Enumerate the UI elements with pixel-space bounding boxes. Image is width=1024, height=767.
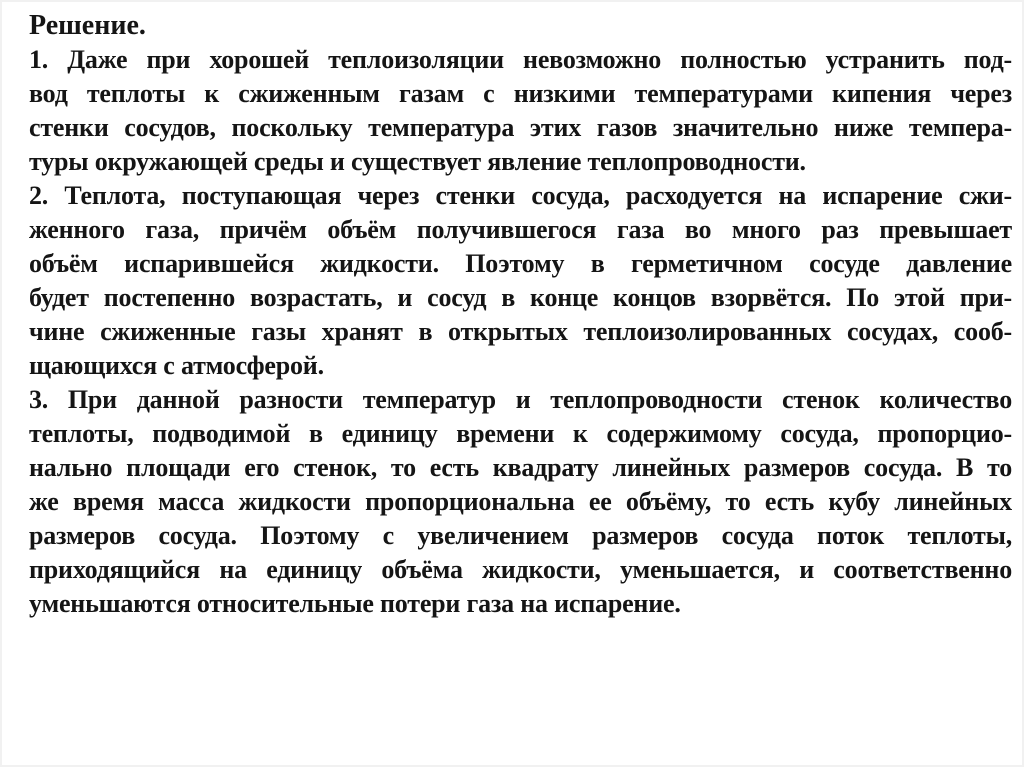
text-line: 2. Теплота, поступающая через стенки сосуда, расходуется на испарение сжи- [29,181,1012,210]
text-line: женного газа, причём объём получившегося газа во много раз превышает [29,215,1012,244]
solution-paragraph [29,43,1012,179]
text-line: туры окружающей среды и существует явление теплопроводности. [29,147,806,176]
text-line: приходящийся на единицу объёма жидкости, уменьшается, и соответственно [29,555,1012,584]
text-line: 1. Даже при хорошей теплоизоляции невозможно полностью устранить под- [29,45,1012,74]
solution-paragraphs [29,43,1012,621]
text-line: вод теплоты к сжиженным газам с низкими температурами кипения через [29,79,1012,108]
text-line: нально площади его стенок, то есть квадрату линейных размеров сосуда. В то [29,453,1012,482]
text-line: стенки сосудов, поскольку температура этих газов значительно ниже темпера- [29,113,1012,142]
solution-paragraph [29,383,1012,621]
text-line: объём испарившейся жидкости. Поэтому в герметичном сосуде давление [29,249,1012,278]
text-line: чине сжиженные газы хранят в открытых теплоизолированных сосудах, сооб- [29,317,1012,346]
solution-paragraph [29,179,1012,383]
text-line: щающихся с атмосферой. [29,351,324,380]
solution-title: Решение. [29,10,146,41]
text-line: размеров сосуда. Поэтому с увеличением размеров сосуда поток теплоты, [29,521,1012,550]
text-line: 3. При данной разности температур и теплопроводности стенок количество [29,385,1012,414]
text-line: будет постепенно возрастать, и сосуд в конце концов взорвётся. По этой при- [29,283,1012,312]
text-line: уменьшаются относительные потери газа на испарение. [29,589,681,618]
solution-content [29,9,1012,621]
text-line: теплоты, подводимой в единицу времени к содержимому сосуда, пропорцио- [29,419,1012,448]
text-line: же время масса жидкости пропорциональна ее объёму, то есть кубу линейных [29,487,1012,516]
